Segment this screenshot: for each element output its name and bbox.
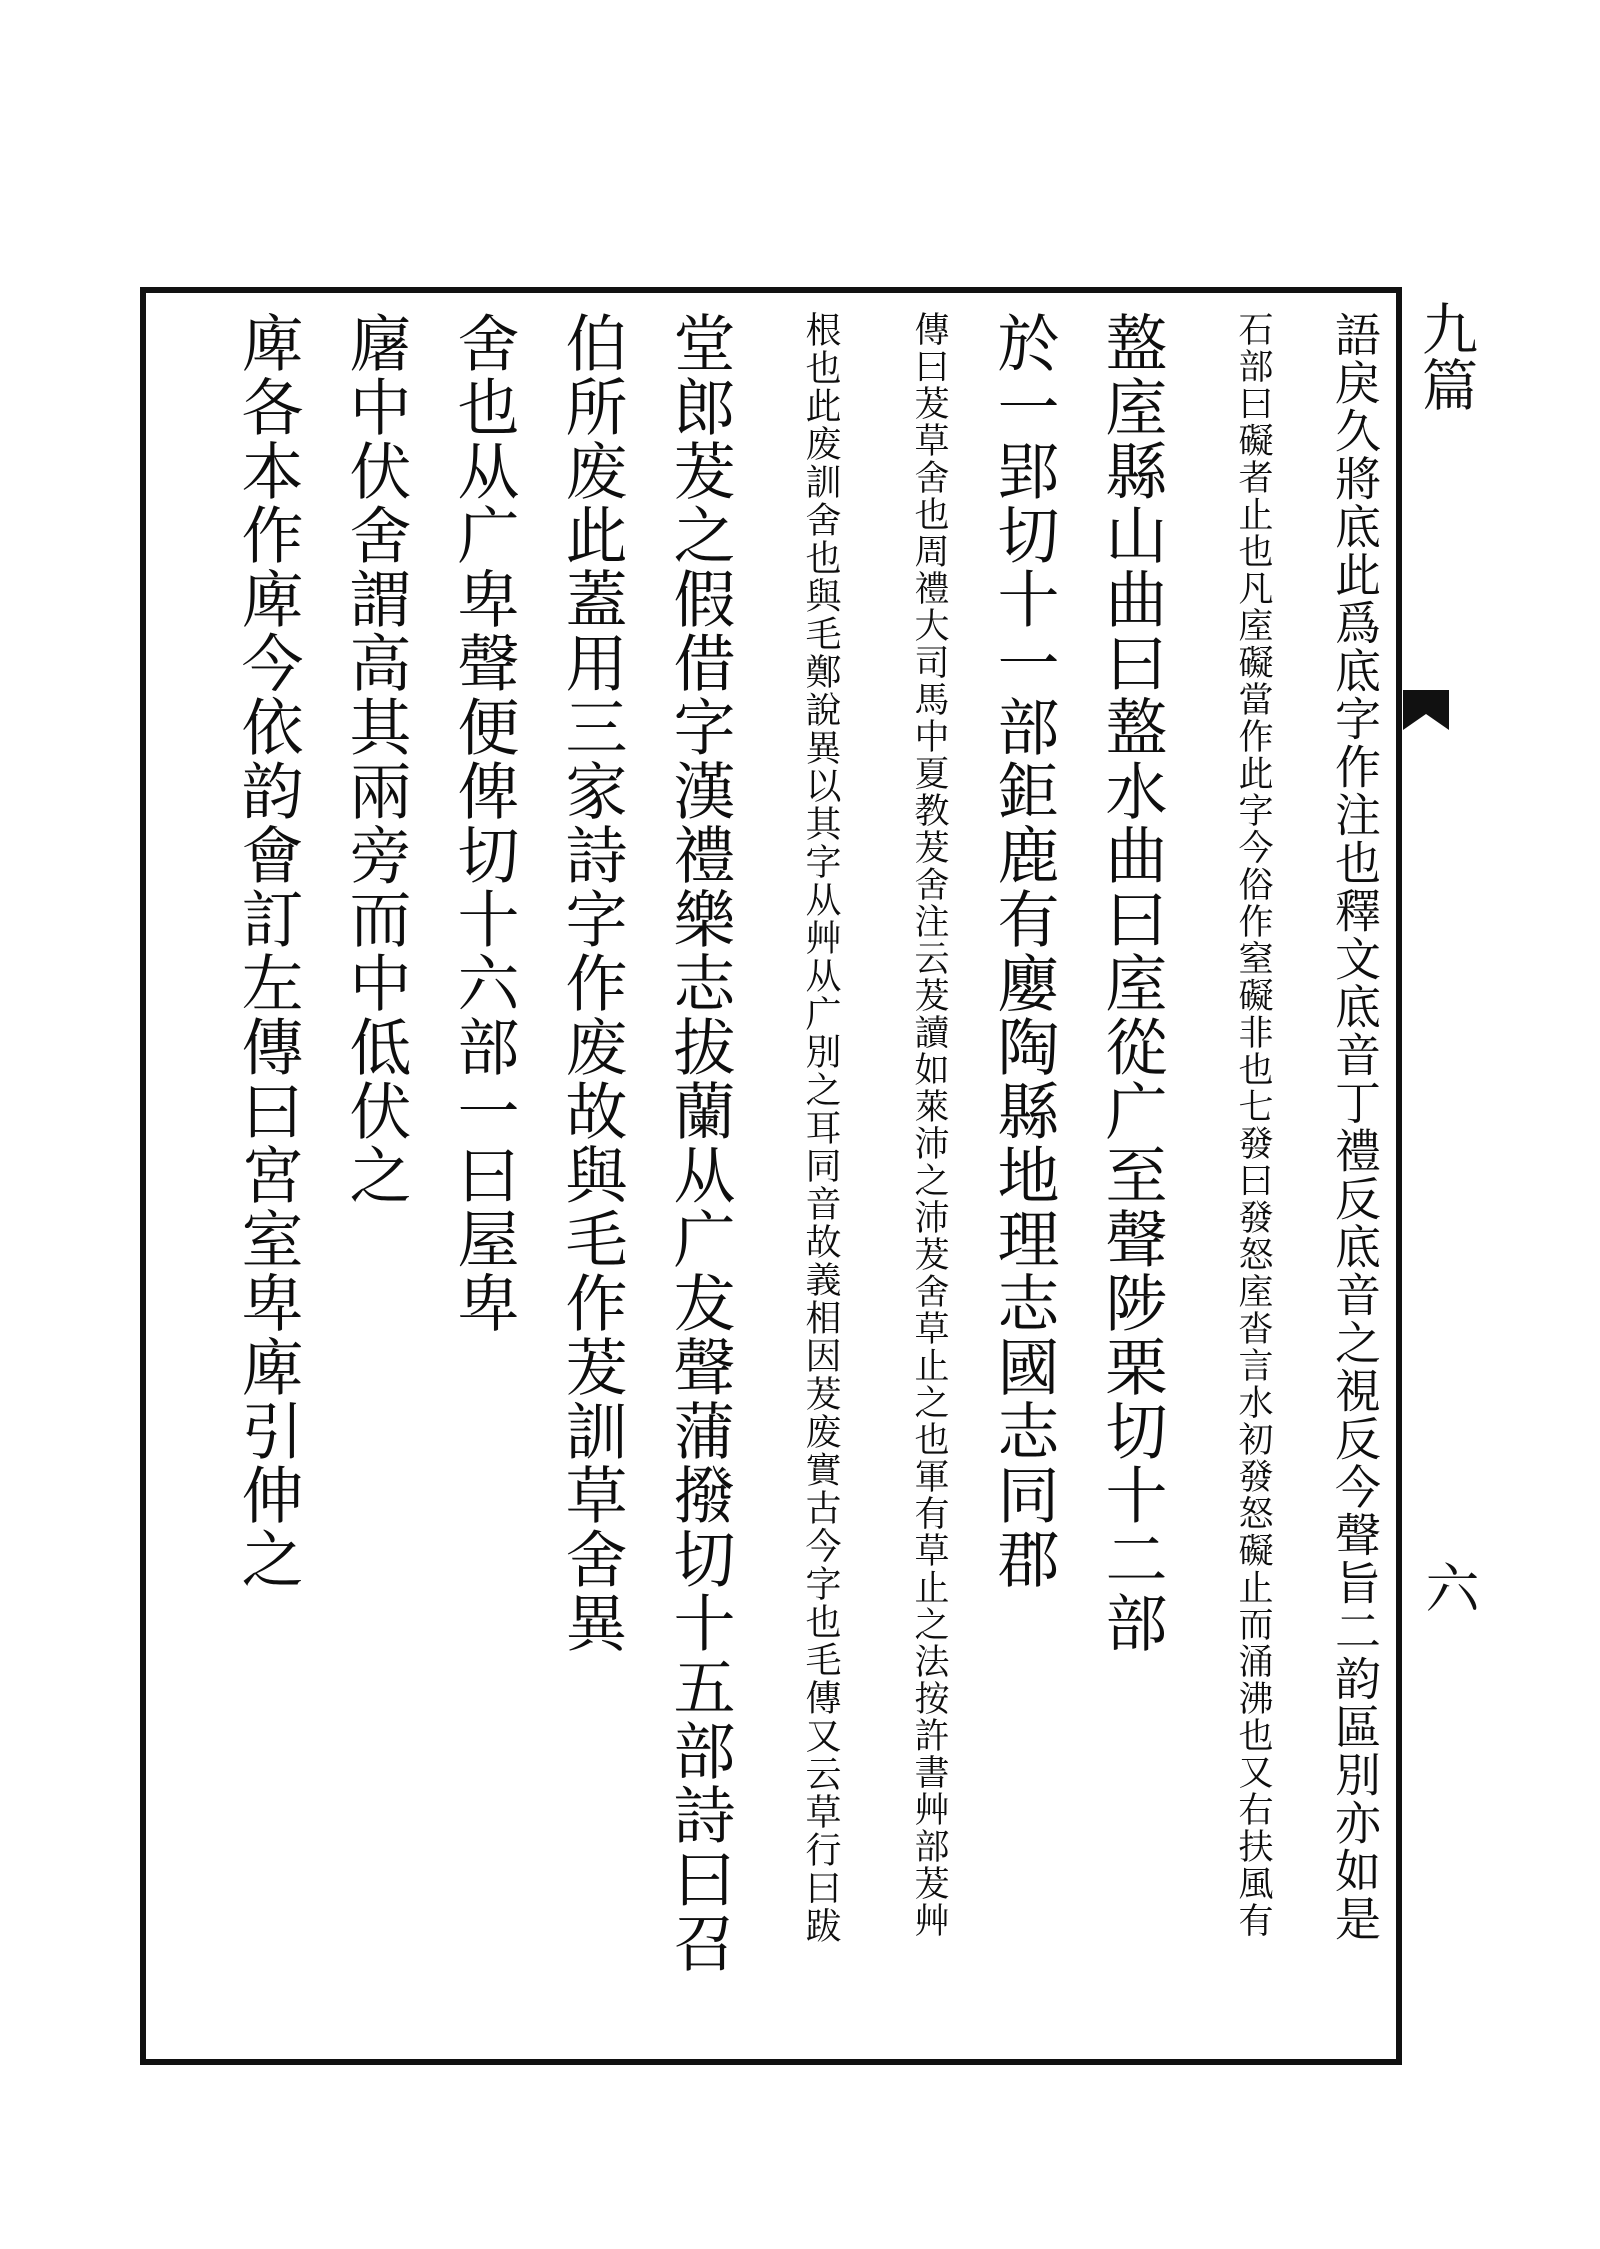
text-column-1: 語戾久將底此爲底字作注也釋文底音丁禮反底音之視反今聲旨二韵區別亦如是 (1328, 311, 1382, 1943)
text-column-11: 庳各本作庳今依韵會訂左傳曰宮室卑庳引伸之 (231, 311, 304, 1591)
text-column-9: 舍也从广卑聲便俾切十六部一曰屋卑 (447, 311, 520, 1335)
text-column-5: 傳曰茇草舍也周禮大司馬中夏教茇舍注云茇讀如萊沛之沛茇舍草止之也軍有草止之法按許書艸部茇艸 (909, 311, 949, 1939)
text-frame (140, 287, 1402, 2065)
text-column-6: 根也此废訓舍也與毛鄭說異以其字从艸从广別之耳同音故義相因茇废實古今字也毛傳又云草行曰跋 (800, 311, 841, 1945)
text-column-3: 盩庢縣山曲曰盩水曲曰庢從广至聲陟栗切十二部 (1095, 311, 1168, 1655)
text-column-10: 廜中伏舍謂高其兩旁而中低伏之 (339, 311, 412, 1207)
text-column-7: 堂郎茇之假借字漢禮樂志拔蘭从广犮聲蒲撥切十五部詩曰召 (663, 311, 736, 1975)
text-column-8: 伯所废此蓋用三家詩字作废故與毛作茇訓草舍異 (555, 311, 628, 1655)
page-number: 六 (1417, 1560, 1480, 1614)
column-area (146, 293, 1396, 2059)
fish-tail-mark (1403, 690, 1449, 730)
text-column-2: 石部曰礙者止也凡庢礙當作此字今俗作窒礙非也七發曰發怒庢沓言水初發怒礙止而涌沸也又右扶風有 (1233, 311, 1273, 1939)
volume-label: 九篇 (1413, 300, 1478, 412)
text-column-4: 於一郢切十一部鉅鹿有廮陶縣地理志國志同郡 (987, 311, 1060, 1591)
